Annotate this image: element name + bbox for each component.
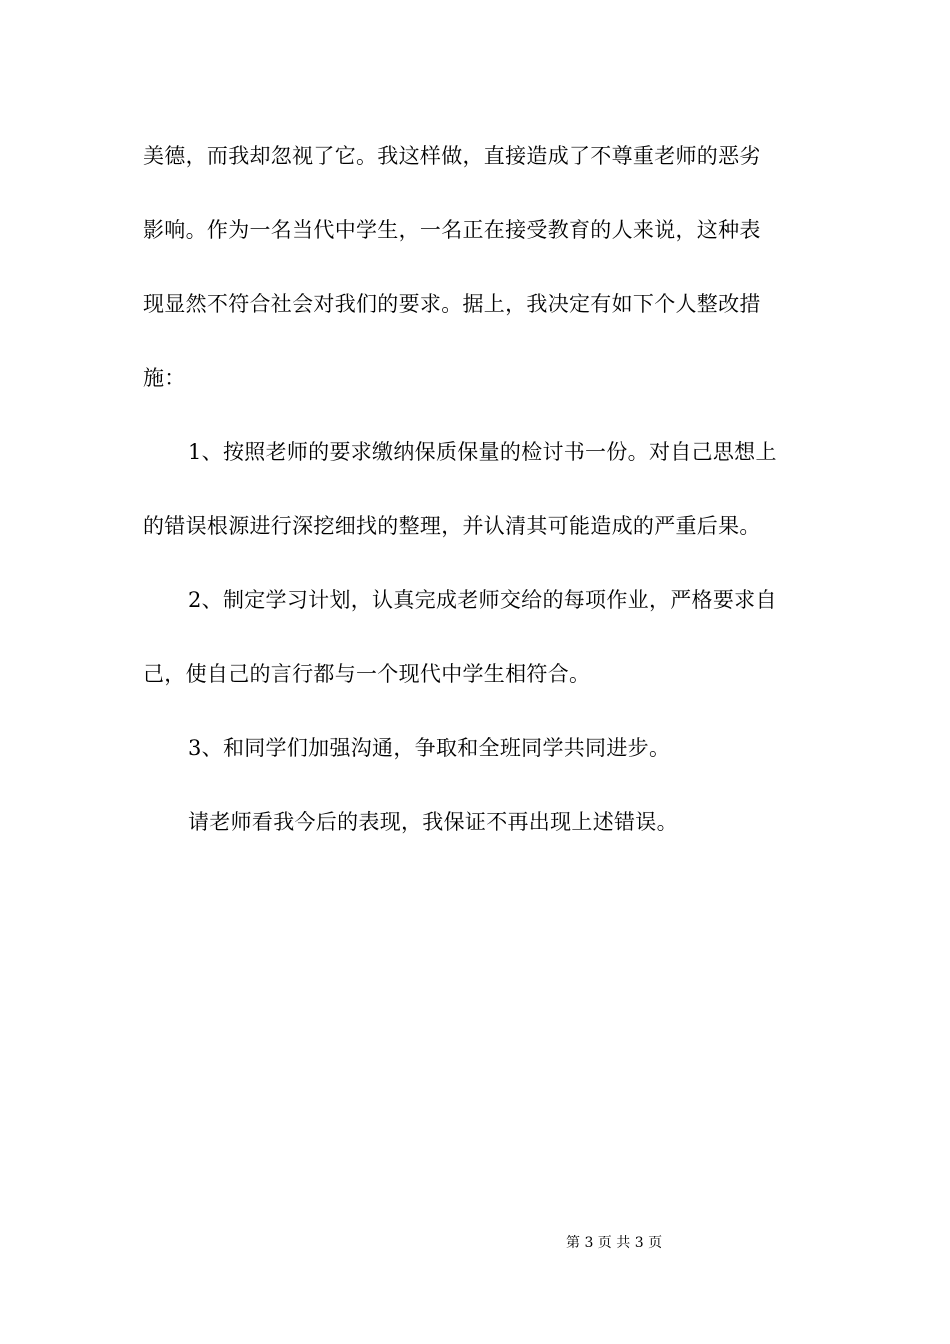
item-1-line-1: 1、按照老师的要求缴纳保质保量的检讨书一份。对自己思想上 — [188, 440, 777, 464]
text-line-2: 影响。作为一名当代中学生，一名正在接受教育的人来说，这种表 — [143, 218, 761, 242]
text-line-3: 现显然不符合社会对我们的要求。据上，我决定有如下个人整改措 — [143, 292, 761, 316]
item-3-line-1: 3、和同学们加强沟通，争取和全班同学共同进步。 — [188, 736, 671, 760]
item-1-line-2: 的错误根源进行深挖细找的整理，并认清其可能造成的严重后果。 — [143, 514, 761, 538]
text-line-4: 施： — [143, 366, 186, 390]
item-2-line-1: 2、制定学习计划，认真完成老师交给的每项作业，严格要求自 — [188, 588, 777, 612]
item-2-line-2: 己，使自己的言行都与一个现代中学生相符合。 — [143, 662, 591, 686]
text-line-1: 美德，而我却忽视了它。我这样做，直接造成了不尊重老师的恶劣 — [143, 144, 761, 168]
closing-line: 请老师看我今后的表现，我保证不再出现上述错误。 — [188, 810, 678, 834]
page-number: 第 3 页 共 3 页 — [566, 1235, 663, 1251]
